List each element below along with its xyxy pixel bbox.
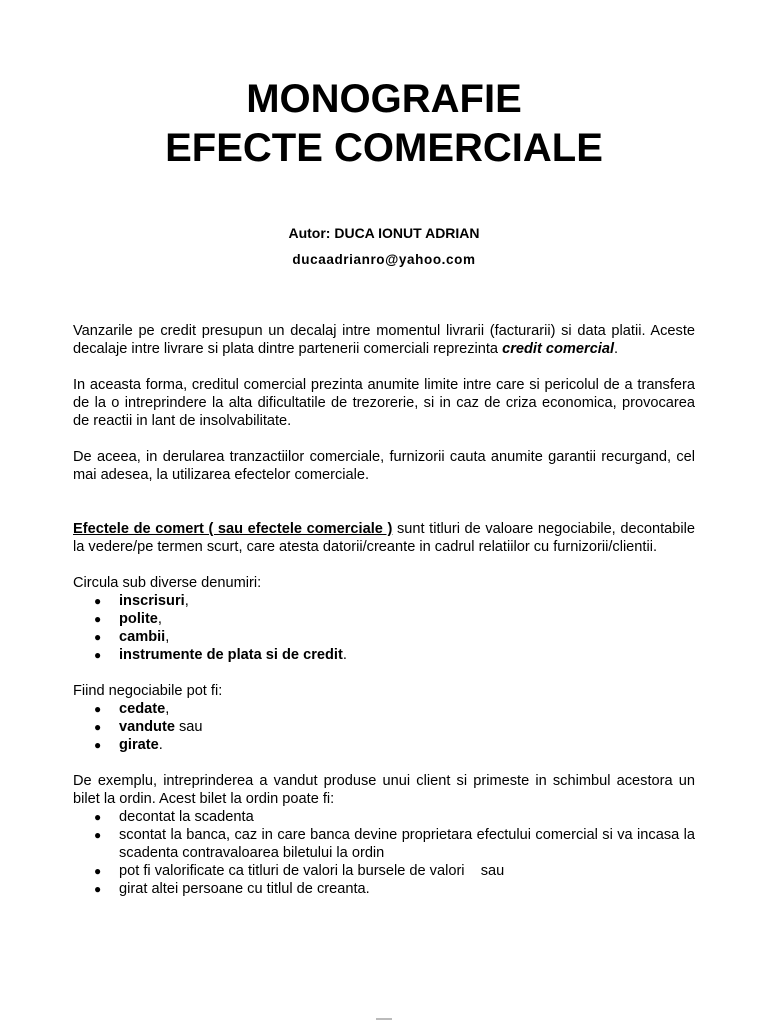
bullet-icon: ● <box>94 738 102 752</box>
paragraph-credit <box>73 322 695 358</box>
list-item: ● girat altei persoane cu titlul de creanta. <box>94 881 370 897</box>
bullet-icon: ● <box>94 594 102 608</box>
title-line-2: EFECTE COMERCIALE <box>165 126 603 170</box>
page-footer-mark <box>376 1018 392 1020</box>
bullet-icon: ● <box>94 864 102 878</box>
paragraph-credit-text: Vanzarile pe credit presupun un decalaj intre momentul livrarii (facturarii) si data platii. Aceste decalaje intre livrare si plata dintre partenerii comerciali reprezinta <box>73 323 695 357</box>
definition-term: Efectele de comert ( sau efectele comerciale ) <box>73 521 393 537</box>
paragraph-names-intro: Circula sub diverse denumiri: <box>73 575 262 591</box>
list-item: ● decontat la scadenta <box>94 809 254 825</box>
paragraph-limits: In aceasta forma, creditul comercial prezinta anumite limite intre care si pericolul de a transfera de la o intreprindere la alta dificultatile de trezorerie, si in caz de criza economica, provocarea de reactii in lant de insolvabilitate. <box>73 377 695 429</box>
paragraph-guarantees: De aceea, in derularea tranzactiilor comerciale, furnizorii cauta anumite garantii recurgand, cel mai adesea, la utilizarea efectelor comerciale. <box>73 449 695 483</box>
list-item: ● inscrisuri, <box>94 593 189 609</box>
list-item: ● cedate, <box>94 701 170 717</box>
author-line: Autor: DUCA IONUT ADRIAN <box>288 225 480 241</box>
names-list <box>73 592 695 664</box>
list-item: ● scontat la banca, caz in care banca devine proprietara efectului comercial si va incasa la scadenta contravaloarea biletului la ordin <box>94 827 695 861</box>
example-list <box>73 808 695 898</box>
paragraph-definition <box>73 520 695 556</box>
list-item: ● pot fi valorificate ca titluri de valori la bursele de valori sau <box>94 863 505 879</box>
bullet-icon: ● <box>94 882 102 896</box>
document-body <box>73 322 695 898</box>
credit-comercial-emphasis: credit comercial <box>502 341 615 357</box>
bullet-icon: ● <box>94 648 102 662</box>
paragraph-credit-end: . <box>614 341 619 357</box>
bullet-icon: ● <box>94 702 102 716</box>
bullet-icon: ● <box>94 720 102 734</box>
title-line-1: MONOGRAFIE <box>246 77 522 121</box>
author-email: ducaadrianro@yahoo.com <box>292 252 476 267</box>
document-title <box>73 75 695 173</box>
list-item: ● cambii, <box>94 629 170 645</box>
paragraph-example-intro: De exemplu, intreprinderea a vandut produse unui client si primeste in schimbul acestora un bilet la ordin. Acest bilet la ordin poate fi: <box>73 773 695 807</box>
definition-text: sunt titluri de valoare negociabile, decontabile la vedere/pe termen scurt, care atesta datorii/creante in cadrul relatiilor cu furnizorii/clientii. <box>73 521 695 555</box>
bullet-icon: ● <box>94 612 102 626</box>
list-item: ● instrumente de plata si de credit. <box>94 647 347 663</box>
list-item: ● girate. <box>94 737 163 753</box>
bullet-icon: ● <box>94 630 102 644</box>
bullet-icon: ● <box>94 810 102 824</box>
list-item: ● vandute sau <box>94 719 203 735</box>
bullet-icon: ● <box>94 828 102 842</box>
paragraph-negotiable-intro: Fiind negociabile pot fi: <box>73 683 223 699</box>
list-item: ● polite, <box>94 611 162 627</box>
negotiable-list <box>73 700 695 754</box>
